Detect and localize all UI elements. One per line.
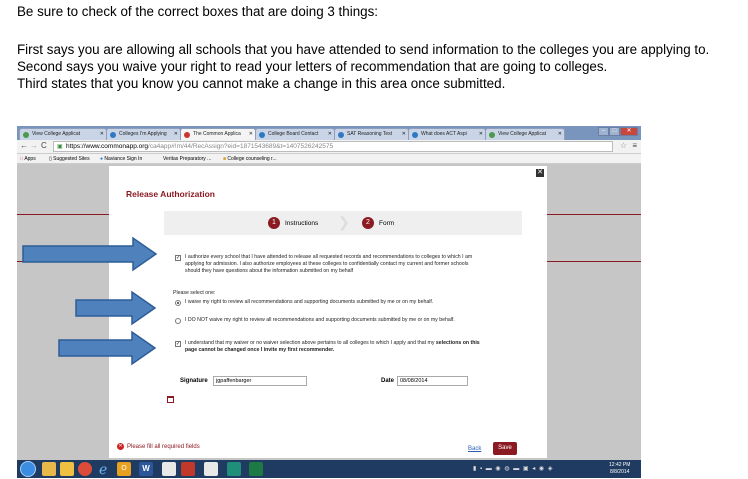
waive-option-text: I waive my right to review all recommendations and supporting documents submitted by me or on my behalf.	[185, 299, 434, 305]
tab-view-college-applications-2[interactable]	[485, 128, 565, 140]
minimize-icon[interactable]: –	[598, 127, 609, 136]
date-field[interactable]: 08/08/2014	[397, 376, 468, 386]
tab-label: Colleges I'm Applying	[119, 131, 167, 137]
bookmark-naviance[interactable]: ● Naviance Sign In	[100, 156, 143, 162]
instruction-line-3: Third states that you know you cannot make a change in this area once submitted.	[17, 76, 506, 91]
tab-favicon-icon	[23, 132, 29, 138]
excel-taskbar-icon[interactable]	[249, 462, 263, 476]
error-icon: ✕	[118, 443, 123, 449]
instruction-line-2: Second says you waive your right to read your letters of recommendation that are going to colleges.	[17, 59, 608, 74]
explorer-taskbar-icon[interactable]	[60, 462, 74, 476]
url-path: /ca4app#!m/44/RecAssign?eid=1871543689&t=1407526242575	[148, 143, 334, 150]
tab-close-icon[interactable]: ✕	[248, 131, 253, 137]
window-controls	[598, 127, 638, 136]
understand-bold-text: selections on this page cannot be changed once I invite my first recommender.	[185, 340, 480, 354]
tab-close-icon[interactable]: ✕	[478, 131, 483, 137]
tab-favicon-icon	[110, 132, 116, 138]
modal-close-icon[interactable]: ✕	[537, 169, 543, 176]
step-chevron-icon: ❯	[338, 214, 350, 230]
bookmark-apps[interactable]: ⁝⁝ Apps	[20, 156, 36, 162]
clock-time: 12:42 PM	[609, 462, 631, 468]
understand-text: I understand that my waiver or no waiver selection above pertains to all colleges to which I apply and that my selections on this page cannot be changed once I invite my first recommender.	[185, 340, 480, 354]
forward-arrow-icon[interactable]: →	[30, 141, 38, 150]
tab-favicon-icon	[489, 132, 495, 138]
waive-radio[interactable]	[175, 300, 181, 306]
menu-icon[interactable]: ≡	[632, 141, 637, 150]
word-taskbar-icon[interactable]: W	[139, 462, 153, 476]
outlook-taskbar-icon[interactable]: O	[117, 462, 131, 476]
instruction-heading: Be sure to check of the correct boxes that are doing 3 things:	[17, 4, 379, 19]
maximize-icon[interactable]: □	[609, 127, 620, 136]
tab-act-aspire[interactable]	[408, 128, 486, 140]
save-button[interactable]: Save	[493, 442, 517, 455]
naviance-icon: ●	[100, 156, 104, 162]
tab-close-icon[interactable]: ✕	[557, 131, 562, 137]
tab-bar	[17, 126, 641, 140]
required-fields-error: ✕ Please fill all required fields	[118, 443, 200, 451]
tab-label: What does ACT Aspi	[421, 131, 467, 137]
step-indicator	[164, 211, 522, 235]
publisher-taskbar-icon[interactable]	[227, 462, 241, 476]
no-waive-option-text: I DO NOT waive my right to review all recommendations and supporting documents submitted by me or on my behalf.	[185, 317, 455, 323]
bookmarks-bar	[17, 154, 641, 164]
bookmark-suggested-sites[interactable]: ▯ Suggested Sites	[49, 156, 90, 162]
tab-label: SAT Reasoning Test	[347, 131, 393, 137]
tab-view-college-applications[interactable]	[19, 128, 107, 140]
date-label: Date	[381, 378, 395, 384]
taskbar-clock[interactable]	[609, 462, 630, 476]
calendar-icon[interactable]	[167, 396, 174, 403]
tab-close-icon[interactable]: ✕	[99, 131, 104, 137]
instruction-line-1: First says you are allowing all schools that you have attended to send information to the colleges you are applying to.	[17, 42, 710, 57]
step-2-label[interactable]: Form	[379, 220, 395, 227]
tab-favicon-icon	[259, 132, 265, 138]
pdf-taskbar-icon[interactable]	[181, 462, 195, 476]
start-button-icon[interactable]	[20, 461, 36, 477]
address-toolbar	[17, 140, 641, 154]
step-1-label[interactable]: Instructions	[285, 220, 319, 227]
chrome-taskbar-icon[interactable]	[78, 462, 92, 476]
authorize-text: I authorize every school that I have attended to release all requested records and recommendations to colleges to which I am applying for admission. I also authorize employees at these colleges to confidentially contact my current and former schools should they have questions about the information submitted on my behalf	[185, 254, 473, 275]
url-field[interactable]	[53, 141, 613, 152]
modal-title: Release Authorization	[126, 189, 215, 199]
bookmark-star-icon[interactable]: ☆	[619, 141, 627, 150]
tab-close-icon[interactable]: ✕	[401, 131, 406, 137]
reload-icon[interactable]: C	[41, 141, 47, 150]
tab-colleges-applying[interactable]	[106, 128, 181, 140]
folder-icon: ■	[223, 156, 227, 162]
tab-label: View College Applicat	[32, 131, 80, 137]
callout-arrow-icon	[21, 236, 158, 272]
edge-taskbar-icon[interactable]: ℯ	[99, 461, 108, 477]
bookmark-college-counseling[interactable]: ■ College counseling r...	[223, 156, 277, 162]
no-waive-radio[interactable]	[175, 318, 181, 324]
lock-icon: ▣	[57, 144, 63, 150]
back-arrow-icon[interactable]: ←	[20, 141, 28, 150]
url-host: https://www.commonapp.org	[66, 143, 149, 150]
select-one-label: Please select one:	[173, 290, 216, 296]
document-taskbar-icon[interactable]	[162, 462, 176, 476]
bookmark-veritas[interactable]: Veritas Preparatory ...	[163, 156, 212, 162]
tab-college-board-contact[interactable]	[255, 128, 335, 140]
release-authorization-modal	[109, 166, 547, 458]
step-1-number[interactable]: 1	[268, 217, 280, 229]
tab-favicon-icon	[184, 132, 190, 138]
close-window-icon[interactable]: ✕	[620, 127, 638, 136]
understand-checkbox[interactable]: ✓	[176, 341, 181, 347]
apps-grid-icon: ⁝⁝	[20, 156, 24, 162]
page-icon: ▯	[49, 156, 52, 162]
tab-label: The Common Applica	[193, 131, 241, 137]
tab-favicon-icon	[412, 132, 418, 138]
signature-field[interactable]: jgpaffenbarger	[213, 376, 307, 386]
ie-taskbar-icon[interactable]	[42, 462, 56, 476]
tab-favicon-icon	[338, 132, 344, 138]
authorize-checkbox[interactable]: ✓	[176, 255, 181, 261]
step-2-number[interactable]: 2	[362, 217, 374, 229]
callout-arrow-icon	[74, 290, 157, 326]
tab-close-icon[interactable]: ✕	[327, 131, 332, 137]
file-taskbar-icon[interactable]	[204, 462, 218, 476]
clock-date: 8/8/2014	[609, 469, 630, 475]
signature-label: Signature	[180, 378, 208, 384]
tab-sat-reasoning-test[interactable]	[334, 128, 409, 140]
tab-label: View College Applicat	[498, 131, 546, 137]
windows-taskbar	[17, 460, 641, 478]
system-tray-icons[interactable]: ▮ ▪ ▬ ◉ ◍ ▬ ▣ ◂ ◉ ◈	[473, 466, 554, 472]
back-link[interactable]: Back	[468, 446, 482, 452]
tab-close-icon[interactable]: ✕	[173, 131, 178, 137]
tab-label: College Board Contact	[268, 131, 319, 137]
callout-arrow-icon	[57, 330, 157, 366]
tab-common-application[interactable]	[180, 128, 256, 140]
